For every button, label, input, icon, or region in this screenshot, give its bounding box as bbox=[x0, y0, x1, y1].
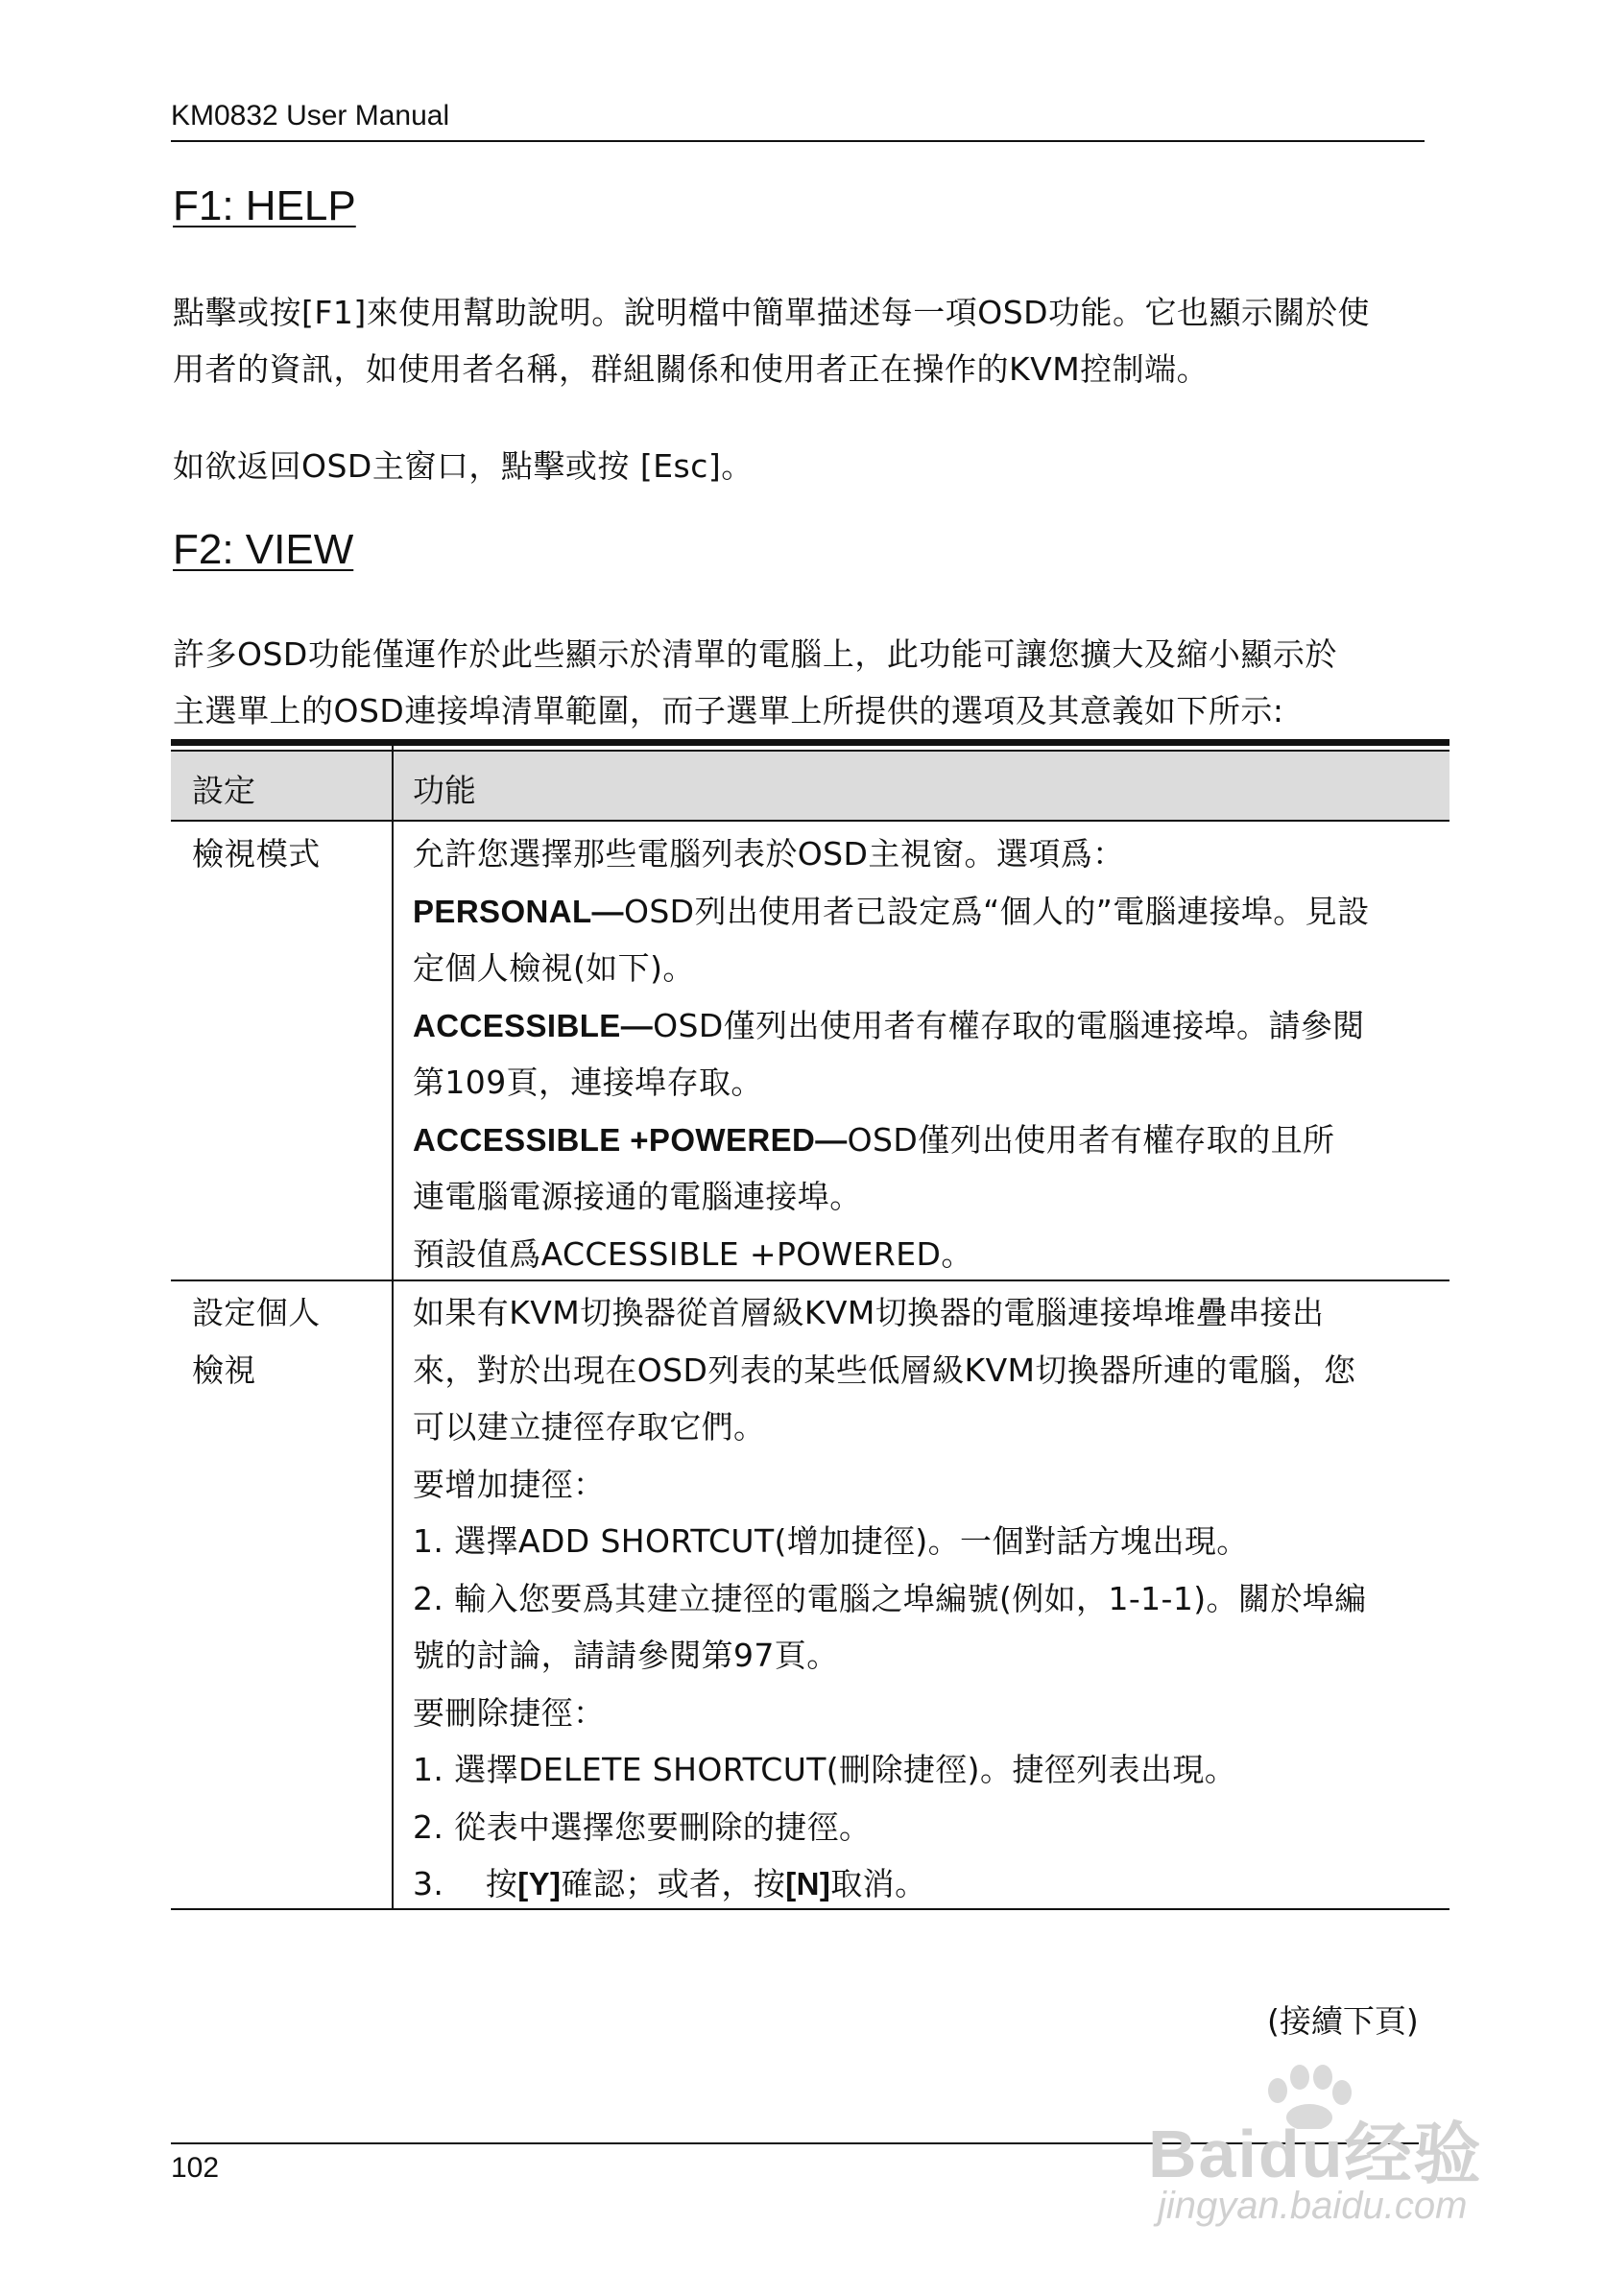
row1-setting: 檢視模式 bbox=[192, 835, 321, 873]
personal-desc: OSD列出使用者已設定爲“個人的”電腦連接埠。見設 bbox=[623, 892, 1370, 930]
row2-setting bbox=[192, 1284, 321, 1399]
baidu-watermark bbox=[1148, 2062, 1561, 2254]
running-header: KM0832 User Manual bbox=[171, 100, 450, 132]
f1-paragraph-1 bbox=[173, 284, 1430, 397]
row1-default: 預設值爲ACCESSIBLE +POWERED。 bbox=[413, 1234, 973, 1273]
row2-line2: 來，對於出現在OSD列表的某些低層級KVM切換器所連的電腦，您 bbox=[413, 1351, 1356, 1389]
add-step-1: 1. 選擇ADD SHORTCUT(增加捷徑)。一個對話方塊出現。 bbox=[413, 1522, 1249, 1560]
f2-intro-line2: 主選單上的OSD連接埠清單範圍，而子選單上所提供的選項及其意義如下所示: bbox=[173, 692, 1284, 729]
f2-intro-line1: 許多OSD功能僅運作於此些顯示於清單的電腦上，此功能可讓您擴大及縮小顯示於 bbox=[173, 635, 1337, 673]
table-header-setting: 設定 bbox=[192, 772, 255, 809]
key-n: [N] bbox=[785, 1866, 831, 1901]
row2-setting-line1: 設定個人 bbox=[192, 1294, 321, 1331]
delete-step-3-mid: 確認；或者，按 bbox=[561, 1865, 786, 1902]
delete-step-1: 1. 選擇DELETE SHORTCUT(刪除捷徑)。捷徑列表出現。 bbox=[413, 1751, 1237, 1788]
row1-accessible-powered bbox=[413, 1112, 1369, 1169]
row1-line1: 允許您選擇那些電腦列表於OSD主視窗。選項爲： bbox=[413, 835, 1125, 873]
table-bottom-rule bbox=[171, 1908, 1449, 1910]
row1-personal-line2: 定個人檢視(如下)。 bbox=[413, 949, 695, 987]
accessible-desc: OSD僅列出使用者有權存取的電腦連接埠。請參閱 bbox=[653, 1006, 1365, 1044]
accessible-powered-label: ACCESSIBLE +POWERED— bbox=[413, 1121, 848, 1158]
header-rule bbox=[171, 140, 1425, 142]
f1-para1-line1: 點擊或按[F1]來使用幫助說明。說明檔中簡單描述每一項OSD功能。它也顯示關於使 bbox=[173, 294, 1371, 331]
table-header-row bbox=[171, 752, 1449, 820]
f1-paragraph-2 bbox=[173, 438, 1430, 494]
section-heading-f2: F2: VIEW bbox=[173, 526, 354, 573]
page-number: 102 bbox=[171, 2152, 220, 2184]
row2-function bbox=[413, 1284, 1367, 1913]
watermark-sub: jingyan.baidu.com bbox=[1158, 2185, 1468, 2227]
delete-step-2: 2. 從表中選擇您要刪除的捷徑。 bbox=[413, 1807, 872, 1846]
continued-note: (接續下頁) bbox=[1267, 2002, 1419, 2040]
row1-accessible bbox=[413, 997, 1369, 1055]
add-step-2-line1: 2. 輸入您要爲其建立捷徑的電腦之埠編號(例如，1-1-1)。關於埠編 bbox=[413, 1579, 1367, 1617]
row1-personal bbox=[413, 883, 1369, 941]
f1-para2-text: 如欲返回OSD主窗口，點擊或按 [Esc]。 bbox=[173, 447, 754, 485]
key-y: [Y] bbox=[517, 1866, 562, 1901]
watermark-main: Baidu经验 bbox=[1148, 2117, 1483, 2191]
accessible-label: ACCESSIBLE— bbox=[413, 1007, 654, 1043]
add-step-2-line2: 號的討論，請請參閱第97頁。 bbox=[413, 1637, 839, 1674]
f2-intro bbox=[173, 626, 1430, 739]
delete-shortcut-title: 要刪除捷徑： bbox=[413, 1693, 606, 1732]
delete-step-3-pre: 3. 按 bbox=[413, 1865, 518, 1902]
delete-step-3-post: 取消。 bbox=[830, 1865, 927, 1902]
row1-function bbox=[413, 825, 1369, 1282]
add-shortcut-title: 要增加捷徑： bbox=[413, 1465, 606, 1503]
row2-setting-line2: 檢視 bbox=[192, 1351, 256, 1389]
table-column-divider bbox=[392, 745, 394, 1908]
table-header-bottom-rule bbox=[171, 820, 1449, 822]
section-heading-f1: F1: HELP bbox=[173, 182, 356, 229]
row1-accessible-powered-line2: 連電腦電源接通的電腦連接埠。 bbox=[413, 1178, 862, 1215]
delete-step-3 bbox=[413, 1855, 1367, 1913]
row2-line3: 可以建立捷徑存取它們。 bbox=[413, 1408, 766, 1446]
accessible-powered-desc: OSD僅列出使用者有權存取的且所 bbox=[847, 1120, 1335, 1159]
row1-accessible-line2: 第109頁，連接埠存取。 bbox=[413, 1064, 763, 1101]
table-row-divider bbox=[171, 1280, 1449, 1281]
f1-para1-line2: 用者的資訊，如使用者名稱，群組關係和使用者正在操作的KVM控制端。 bbox=[173, 350, 1210, 388]
row2-line1: 如果有KVM切換器從首層級KVM切換器的電腦連接埠堆疊串接出 bbox=[413, 1294, 1325, 1331]
personal-label: PERSONAL— bbox=[413, 893, 624, 929]
table-top-rule bbox=[171, 739, 1449, 746]
table-header-function: 功能 bbox=[413, 772, 476, 809]
